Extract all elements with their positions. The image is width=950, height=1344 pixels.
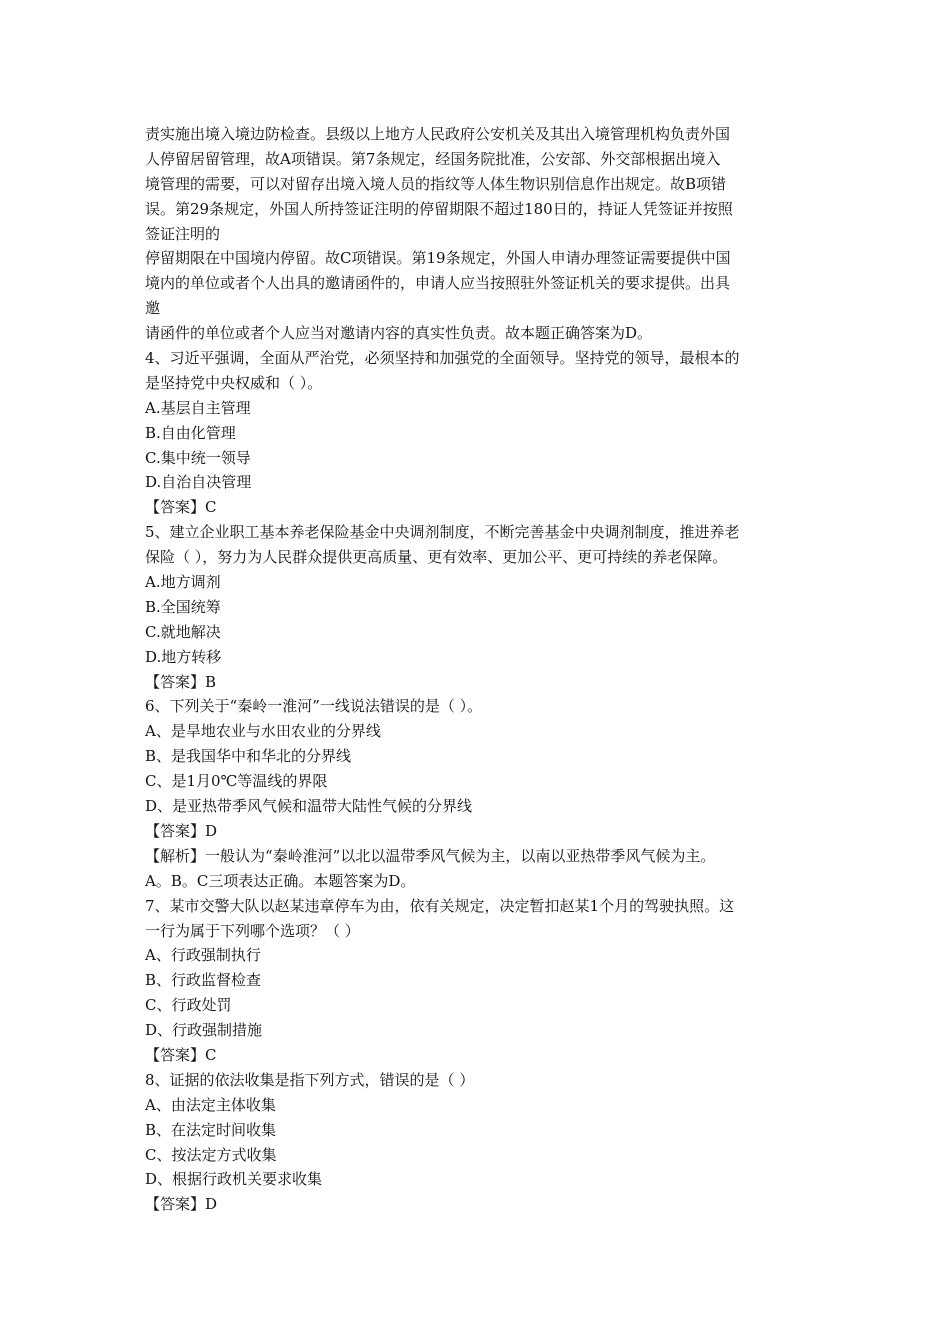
text-line: B.全国统筹 — [145, 597, 221, 616]
text-line: C、行政处罚 — [145, 996, 232, 1015]
text-line: B、在法定时间收集 — [145, 1120, 277, 1139]
text-line: D、是亚热带季风气候和温带大陆性气候的分界线 — [145, 797, 473, 816]
text-line: D、根据行政机关要求收集 — [145, 1170, 323, 1189]
text-line: 5、建立企业职工基本养老保险基金中央调剂制度，不断完善基金中央调剂制度，推进养老 — [145, 523, 740, 542]
text-line: 责实施出境入境边防检查。县级以上地方人民政府公安机关及其出入境管理机构负责外国 — [145, 125, 731, 143]
text-line: 【答案】C — [145, 1045, 217, 1064]
text-line: C、是1月0℃等温线的界限 — [145, 772, 328, 791]
text-line: B.自由化管理 — [145, 423, 236, 442]
text-line: 【答案】D — [145, 821, 218, 840]
text-line: 误。第29条规定，外国人所持签证注明的停留期限不超过180日的，持证人凭签证并按照 — [145, 199, 733, 218]
text-line: C.就地解决 — [145, 622, 221, 641]
text-line: 停留期限在中国境内停留。故C项错误。第19条规定，外国人申请办理签证需要提供中国 — [145, 249, 731, 268]
text-line: 6、下列关于“秦岭一淮河”一线说法错误的是（ ）。 — [145, 697, 483, 716]
text-line: 4、习近平强调，全面从严治党，必须坚持和加强党的全面领导。坚持党的领导，最根本的 — [145, 349, 740, 368]
text-line: 【解析】一般认为“秦岭淮河”以北以温带季风气候为主，以南以亚热带季风气候为主。 — [145, 846, 716, 865]
text-line: 邀 — [145, 299, 161, 318]
text-line: A。B。C三项表达正确。本题答案为D。 — [145, 871, 416, 890]
text-line: C、按法定方式收集 — [145, 1145, 277, 1164]
text-line: 8、证据的依法收集是指下列方式，错误的是（ ） — [145, 1070, 475, 1089]
text-line: A、行政强制执行 — [145, 946, 261, 965]
text-line: D.地方转移 — [145, 647, 222, 666]
text-line: 【答案】D — [145, 1195, 218, 1214]
text-line: A、由法定主体收集 — [145, 1095, 276, 1114]
text-line: A.基层自主管理 — [145, 398, 251, 417]
text-line: 【答案】B — [145, 672, 217, 691]
text-line: D.自治自决管理 — [145, 473, 252, 492]
text-line: 请函件的单位或者个人应当对邀请内容的真实性负责。故本题正确答案为D。 — [145, 324, 653, 343]
text-line: D、行政强制措施 — [145, 1021, 263, 1040]
text-line: 7、某市交警大队以赵某违章停车为由，依有关规定，决定暂扣赵某1个月的驾驶执照。这 — [145, 896, 735, 915]
text-line: 人停留居留管理，故A项错误。第7条规定，经国务院批准，公安部、外交部根据出境入 — [145, 149, 721, 168]
text-line: 境管理的需要，可以对留存出境入境人员的指纹等人体生物识别信息作出规定。故B项错 — [145, 174, 727, 193]
text-line: 签证注明的 — [145, 224, 221, 243]
text-line: 【答案】C — [145, 498, 217, 517]
text-line: B、是我国华中和华北的分界线 — [145, 747, 352, 766]
text-line: 一行为属于下列哪个选项？（ ） — [145, 921, 360, 940]
text-line: B、行政监督检查 — [145, 971, 262, 990]
text-line: A.地方调剂 — [145, 573, 221, 592]
text-line: A、是旱地农业与水田农业的分界线 — [145, 722, 381, 741]
document-body — [145, 122, 815, 1217]
text-line: C.集中统一领导 — [145, 448, 251, 467]
text-line: 保险（ ），努力为人民群众提供更高质量、更有效率、更加公平、更可持续的养老保障。 — [145, 548, 728, 567]
text-line: 境内的单位或者个人出具的邀请函件的，申请人应当按照驻外签证机关的要求提供。出具 — [145, 274, 731, 293]
text-line: 是坚持党中央权威和（ ）。 — [145, 373, 323, 392]
